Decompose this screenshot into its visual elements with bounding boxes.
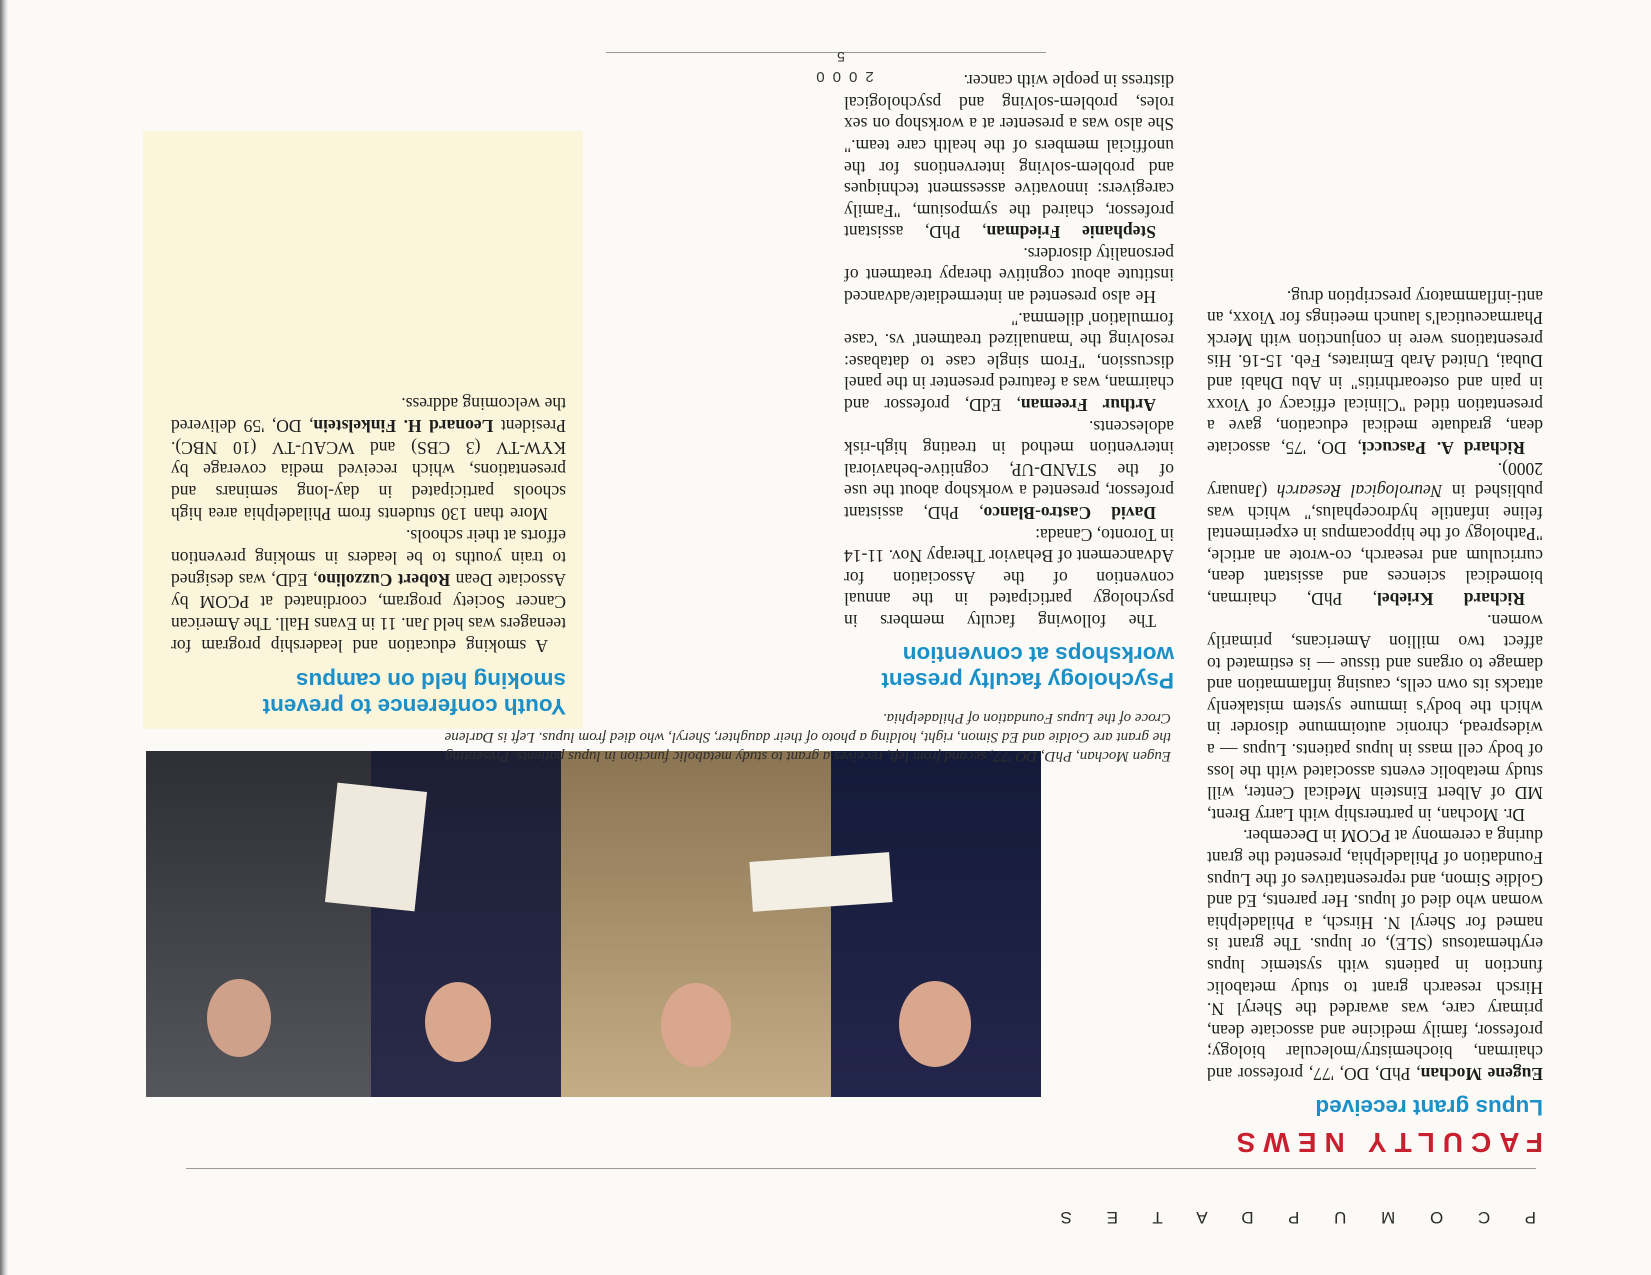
grant-check xyxy=(749,852,892,912)
person-name: Stephanie Friedman xyxy=(986,222,1156,243)
footer-year: 2000 xyxy=(808,68,874,85)
youth-headline: Youth conference to prevent smoking held on campus xyxy=(262,668,566,719)
section-title: FACULTY NEWS xyxy=(1228,1127,1543,1158)
friedman-paragraph: Stephanie Friedman, PhD, assistant professor, chaired the symposium, "Family caregivers: innovative assessment techniques and problem-solving interventions for the unofficial members of the health care team." She also was a presenter at a workshop on sex roles, problem-solving and psychological distress in people with cancer. xyxy=(844,71,1174,243)
photo-face xyxy=(899,981,971,1067)
running-head xyxy=(186,1197,1536,1227)
lupus-paragraph-1: Eugene Mochan, PhD, DO, '77, professor and chairman, biochemistry/molecular biology; professor, family medicine and associate dean, primary care, was awarded the Sheryl N. Hirsch research grant to study metabolic function in patients with systemic lupus erythematosus (SLE), or lupus. The grant is named for Sheryl N. Hirsch, a Philadelphia woman who died of lupus. Her parents, Ed and Goldie Simon, and representatives of the Lupus Foundation of Philadelphia, presented the grant during a ceremony at PCOM in December. xyxy=(1207,826,1543,1084)
page-footer xyxy=(681,49,1001,85)
pascucci-paragraph: Richard A. Pascucci, DO, '75, associate dean, graduate medical education, gave a presentation titled "Clinical efficacy of Vioxx in pain and osteoarthritis" in Abu Dhabi and Dubai, United Arab Emirates, Feb. 15-16. His presentations were in conjunction with Merck Pharmaceutical's launch meetings for Vioxx, an anti-inflammatory prescription drug. xyxy=(1206,286,1543,458)
photo-face xyxy=(661,983,731,1067)
header-rule xyxy=(186,1168,1536,1169)
freeman-paragraph-2: He also presented an intermediate/advanced institute about cognitive therapy treatment of personality disorders. xyxy=(844,243,1174,308)
freeman-paragraph: Arthur Freeman, EdD, professor and chairman, was a featured presenter in the panel discussion, "From single case to database: resolving the 'manualized treatment' vs. 'case formulation' dilemma." xyxy=(844,308,1174,416)
youth-paragraph-2: More than 130 students from Philadelphia area high schools participated in day-long seminars and presentations, which received media coverage by KYW-TV (3 CBS) and WCAU-TV (10 NBC). President Leonard H. Finkelstein, DO, '59 delivered the welcoming address. xyxy=(171,394,566,524)
youth-paragraph-1: A smoking education and leadership program for teenagers was held Jan. 11 in Evans Hall. The American Cancer Society program, coordinated at PCOM by Associate Dean Robert Cuzzolino, EdD, was designed to train youths to be leaders in smoking prevention efforts at their schools. xyxy=(171,526,566,656)
person-name: David Castro-Blanco xyxy=(983,503,1156,524)
castro-blanco-paragraph: David Castro-Blanco, PhD, assistant professor, presented a workshop about the use of the STAND-UP, cognitive-behavioral intervention method in treating high-risk adolescents. xyxy=(844,416,1174,524)
person-name: Richard A. Pascucci xyxy=(1361,437,1525,458)
person-name: Richard Kriebel xyxy=(1377,588,1525,609)
psychology-article xyxy=(844,70,1174,693)
photo-face xyxy=(425,982,491,1062)
psychology-headline: Psychology faculty present workshops at convention xyxy=(881,642,1174,693)
lupus-headline: Lupus grant received xyxy=(1315,1095,1543,1120)
binding-shadow xyxy=(0,0,8,1275)
psychology-intro: The following faculty members in psychology participated in the annual convention of the Association for Advancement of Behavior Therapy Nov. 11-14 in Toronto, Canada: xyxy=(844,524,1174,631)
person-name: Leonard H. Finkelstein xyxy=(313,416,494,436)
photo-face xyxy=(207,979,271,1057)
lupus-paragraph-2: Dr. Mochan, in partnership with Larry Brent, MD of Albert Einstein Medical Center, will study metabolic events associated with the loss of body cell mass in lupus patients. Lupus — a widespread, chronic autoimmune disorder in which the body's immune system mistakenly attacks its own cells, causing inflammation and damage to organs and tissue — is estimated to affect two million Americans, primarily women. xyxy=(1207,610,1543,825)
running-head-title: P C O M U P D A T E S xyxy=(1045,1208,1536,1227)
grant-ceremony-photo xyxy=(146,751,1041,1097)
page-number: 5 xyxy=(837,49,845,65)
person-name: Eugene Mochan xyxy=(1420,1064,1543,1084)
framed-photo xyxy=(325,783,427,912)
lupus-article xyxy=(1207,285,1543,1120)
kriebel-paragraph: Richard Kriebel, PhD, chairman, biomedical sciences and assistant dean, curriculum and research, co-wrote an article, "Pathology of the hippocampus in experimental feline infantile hydrocephalus," which was published in Neurological Research (January 2000). xyxy=(1207,459,1543,609)
person-name: Robert Cuzzolino xyxy=(317,570,451,590)
person-name: Arthur Freeman xyxy=(1020,395,1156,416)
youth-article xyxy=(171,393,566,719)
journal-title: Neurological Research xyxy=(1276,480,1443,501)
photo-caption: Eugen Mochan, PhD, DO '77, second from left, receives a grant to study metabolic function in lupus patients. Presenting the grant are Goldie and Ed Simon, right, holding a photo of their daughter, Sheryl, who died from lupus. Left is Darlene Croce of the Lupus Foundation of Philadelphia. xyxy=(444,710,1171,764)
